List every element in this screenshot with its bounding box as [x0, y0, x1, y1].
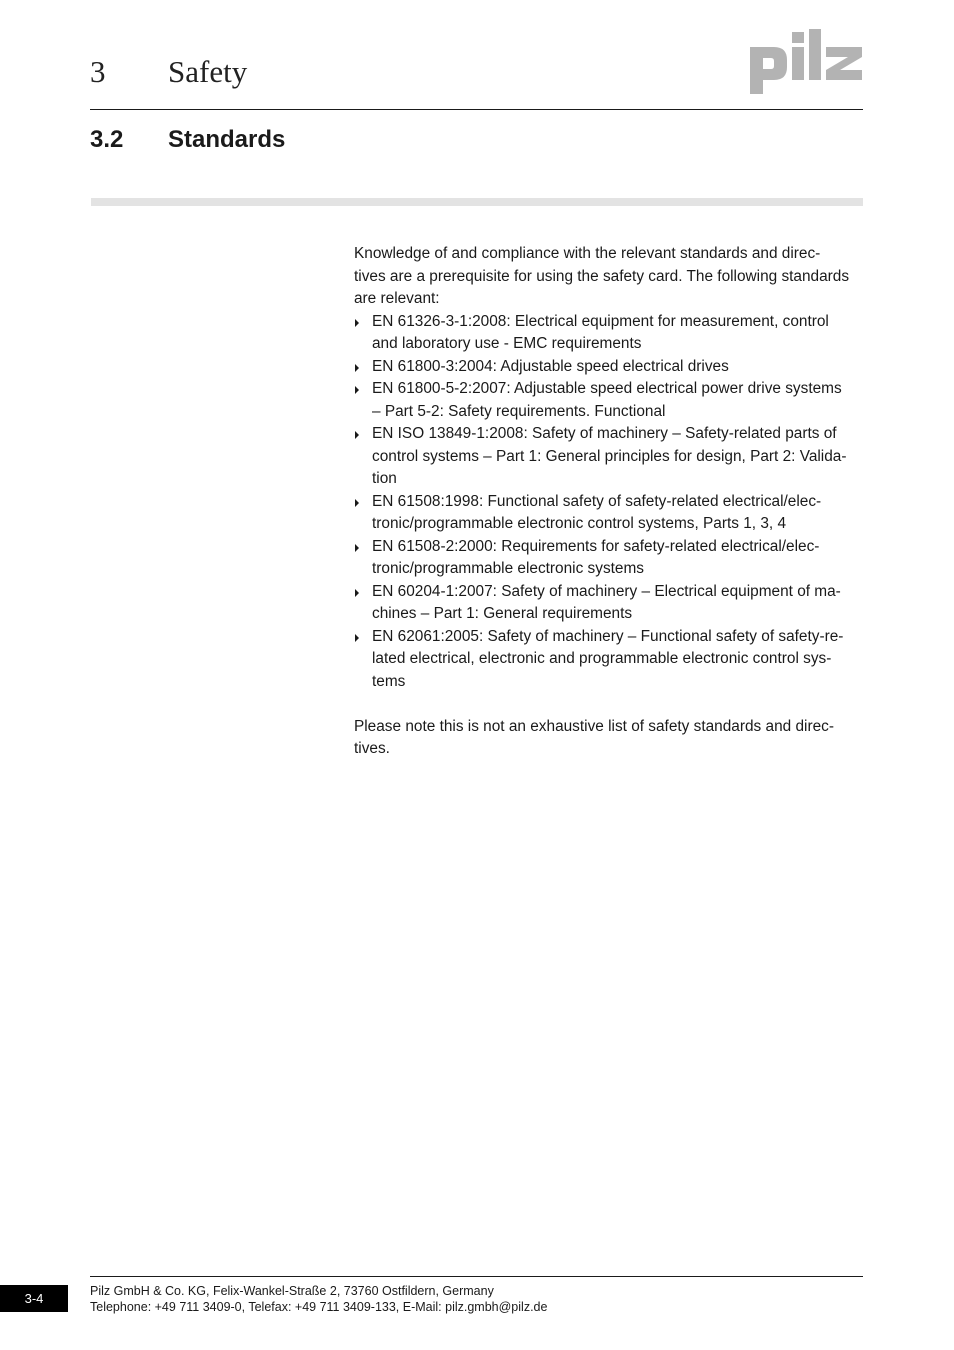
list-item-line: chines – Part 1: General requirements — [372, 605, 633, 622]
triangle-bullet-icon — [355, 634, 359, 642]
list-item-line: lated electrical, electronic and programmable electronic control sys- — [372, 650, 832, 667]
list-item-line: EN 61326-3-1:2008: Electrical equipment for measurement, control — [372, 312, 829, 330]
triangle-bullet-icon — [355, 589, 359, 597]
section-number: 3.2 — [90, 126, 124, 153]
list-item-line: tronic/programmable electronic control systems, Parts 1, 3, 4 — [372, 515, 786, 532]
footer-address: Pilz GmbH & Co. KG, Felix-Wankel-Straße 2, 73760 Ostfildern, Germany — [90, 1284, 494, 1298]
list-item-line: tion — [372, 470, 397, 487]
list-item-line: and laboratory use - EMC requirements — [372, 335, 642, 352]
footer-contact: Telephone: +49 711 3409-0, Telefax: +49 711 3409-133, E-Mail: pilz.gmbh@pilz.de — [90, 1300, 548, 1314]
list-item-line: EN ISO 13849-1:2008: Safety of machinery – Safety-related parts of — [372, 425, 837, 442]
list-item-line: control systems – Part 1: General principles for design, Part 2: Valida- — [372, 447, 847, 465]
list-item-line: EN 61508-2:2000: Requirements for safety-related electrical/elec- — [372, 537, 820, 555]
list-item — [354, 491, 864, 536]
triangle-bullet-icon — [355, 544, 359, 552]
list-item — [354, 378, 864, 423]
list-item-line: tems — [372, 672, 406, 690]
list-item — [354, 626, 864, 694]
triangle-bullet-icon — [355, 364, 359, 372]
header-divider — [90, 109, 863, 110]
section-heading — [90, 124, 690, 156]
triangle-bullet-icon — [355, 499, 359, 507]
footer-divider — [90, 1276, 863, 1277]
intro-line: Knowledge of and compliance with the relevant standards and direc- — [354, 245, 821, 262]
list-item — [354, 581, 864, 626]
intro-line: tives are a prerequisite for using the safety card. The following standards — [354, 267, 850, 285]
note-line: tives. — [354, 740, 390, 757]
triangle-bullet-icon — [355, 319, 359, 327]
note-line: Please note this is not an exhaustive list of safety standards and direc- — [354, 717, 834, 735]
intro-paragraph — [354, 243, 864, 311]
list-item-line: EN 60204-1:2007: Safety of machinery – Electrical equipment of ma- — [372, 582, 841, 600]
note-paragraph — [354, 716, 864, 761]
main-content — [354, 243, 864, 761]
list-item-line: EN 62061:2005: Safety of machinery – Functional safety of safety-re- — [372, 627, 844, 645]
list-item-line: – Part 5-2: Safety requirements. Functional — [372, 402, 666, 420]
intro-line: are relevant: — [354, 290, 440, 307]
list-item-line: EN 61800-5-2:2007: Adjustable speed electrical power drive systems — [372, 380, 842, 397]
triangle-bullet-icon — [355, 386, 359, 394]
list-item — [354, 423, 864, 491]
triangle-bullet-icon — [355, 431, 359, 439]
section-title: Standards — [168, 126, 286, 153]
list-item-line: EN 61800-3:2004: Adjustable speed electrical drives — [372, 357, 729, 375]
pilz-logo — [746, 27, 864, 95]
list-item — [354, 356, 864, 379]
chapter-number: 3 — [90, 54, 106, 89]
standards-list — [354, 311, 864, 694]
chapter-title: Safety — [168, 54, 248, 89]
list-item-line: EN 61508:1998: Functional safety of safety-related electrical/elec- — [372, 492, 822, 510]
list-item — [354, 536, 864, 581]
list-item — [354, 311, 864, 356]
page-number: 3-4 — [0, 1285, 68, 1312]
section-grey-bar — [91, 198, 863, 206]
list-item-line: tronic/programmable electronic systems — [372, 560, 644, 577]
